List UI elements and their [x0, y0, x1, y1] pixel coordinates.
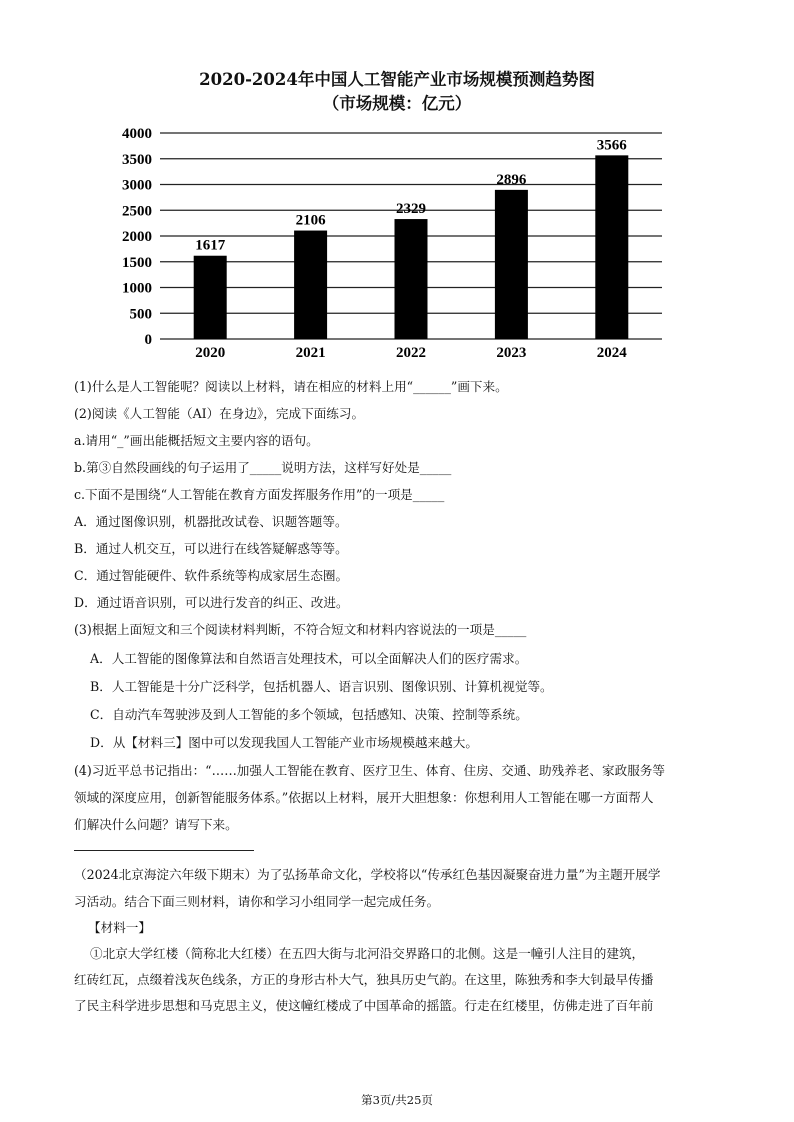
question-2a: a.请用“_”画出能概括短文主要内容的语句。: [74, 433, 319, 448]
question-4-line-2: 领域的深度应用，创新智能服务体系。”依据以上材料，展开大胆想象：你想利用人工智能在哪一方面帮人: [74, 790, 654, 805]
x-tick-label-2021: 2021: [295, 345, 326, 361]
y-tick-label-2000: 2000: [122, 229, 152, 245]
x-tick-label-2024: 2024: [596, 345, 627, 361]
question-4-line-1: (4)习近平总书记指出：“……加强人工智能在教育、医疗卫生、体育、住房、交通、助残养老、家政服务等: [74, 763, 665, 778]
data-label-2023: 2896: [496, 171, 527, 188]
option-3-c: C．自动汽车驾驶涉及到人工智能的多个领域，包括感知、决策、控制等系统。: [90, 707, 528, 722]
y-tick-label-3000: 3000: [122, 177, 152, 194]
chart-subtitle: （市场规模：亿元）: [322, 94, 472, 113]
question-1: (1)什么是人工智能呢？阅读以上材料，请在相应的材料上用“______”画下来。: [74, 379, 508, 394]
material-line-2: 红砖红瓦，点缀着浅灰色线条，方正的身形古朴大气，独具历史气韵。在这里，陈独秀和李大钊最早传播: [74, 972, 654, 987]
option-3-a: A．人工智能的图像算法和自然语言处理技术，可以全面解决人们的医疗需求。: [90, 651, 528, 666]
y-tick-label-0: 0: [144, 332, 152, 348]
option-2c-a: A．通过图像识别，机器批改试卷、识题答题等。: [74, 514, 348, 529]
question-2c: c.下面不是围绕“人工智能在教育方面发挥服务作用”的一项是_____: [74, 487, 445, 502]
x-tick-label-2020: 2020: [195, 345, 226, 361]
section-intro-line-2: 习活动。结合下面三则材料，请你和学习小组同学一起完成任务。: [74, 894, 440, 909]
section-divider: [74, 850, 254, 851]
y-tick-label-1000: 1000: [122, 280, 152, 297]
bar-2021: [294, 231, 327, 339]
material-line-1: ①北京大学红楼（简称北大红楼）在五四大街与北河沿交界路口的北侧。这是一幢引人注目的建筑，: [90, 946, 645, 961]
x-tick-label-2022: 2022: [396, 345, 426, 361]
bar-2023: [495, 190, 528, 339]
y-tick-label-3500: 3500: [122, 151, 152, 168]
data-label-2021: 2106: [295, 212, 326, 229]
bar-2022: [395, 219, 428, 339]
y-tick-label-500: 500: [129, 306, 152, 323]
data-label-2022: 2329: [396, 201, 426, 218]
x-tick-label-2023: 2023: [496, 345, 527, 361]
option-3-d: D．从【材料三】图中可以发现我国人工智能产业市场规模越来越大。: [90, 735, 478, 750]
y-tick-label-1500: 1500: [122, 254, 152, 271]
option-3-b: B．人工智能是十分广泛科学，包括机器人、语言识别、图像识别、计算机视觉等。: [90, 679, 553, 694]
option-2c-c: C．通过智能硬件、软件系统等构成家居生态圈。: [74, 568, 349, 583]
bar-2020: [194, 256, 227, 339]
question-4-line-3: 们解决什么问题？请写下来。: [74, 817, 238, 832]
page-footer: 第3页/共25页: [361, 1093, 433, 1107]
question-3: (3)根据上面短文和三个阅读材料判断，不符合短文和材料内容说法的一项是_____: [74, 622, 527, 637]
option-2c-d: D．通过语音识别，可以进行发音的纠正、改进。: [74, 595, 349, 610]
x-axis-labels: [195, 345, 627, 361]
bar-chart: [0, 0, 794, 370]
data-label-2024: 3566: [596, 137, 627, 154]
section-intro-line-1: （2024北京海淀六年级下期末）为了弘扬革命文化，学校将以“传承红色基因凝聚奋进力量”为主题开展学: [74, 867, 661, 882]
question-2b: b.第③自然段画线的句子运用了_____说明方法，这样写好处是_____: [74, 460, 452, 475]
y-axis-ticks: [122, 126, 152, 348]
question-2: (2)阅读《人工智能（AI）在身边》，完成下面练习。: [74, 406, 365, 421]
material-label: 【材料一】: [88, 920, 151, 935]
option-2c-b: B．通过人机交互，可以进行在线答疑解惑等等。: [74, 541, 348, 556]
material-line-3: 了民主科学进步思想和马克思主义，使这幢红楼成了中国革命的摇篮。行走在红楼里，仿佛走进了百年前: [74, 998, 654, 1013]
bar-2024: [595, 155, 628, 339]
chart-title: 2020-2024年中国人工智能产业市场规模预测趋势图: [199, 70, 595, 89]
y-tick-label-2500: 2500: [122, 203, 152, 220]
chart-bars: [194, 155, 629, 339]
y-tick-label-4000: 4000: [122, 126, 152, 142]
data-label-2020: 1617: [195, 237, 226, 254]
